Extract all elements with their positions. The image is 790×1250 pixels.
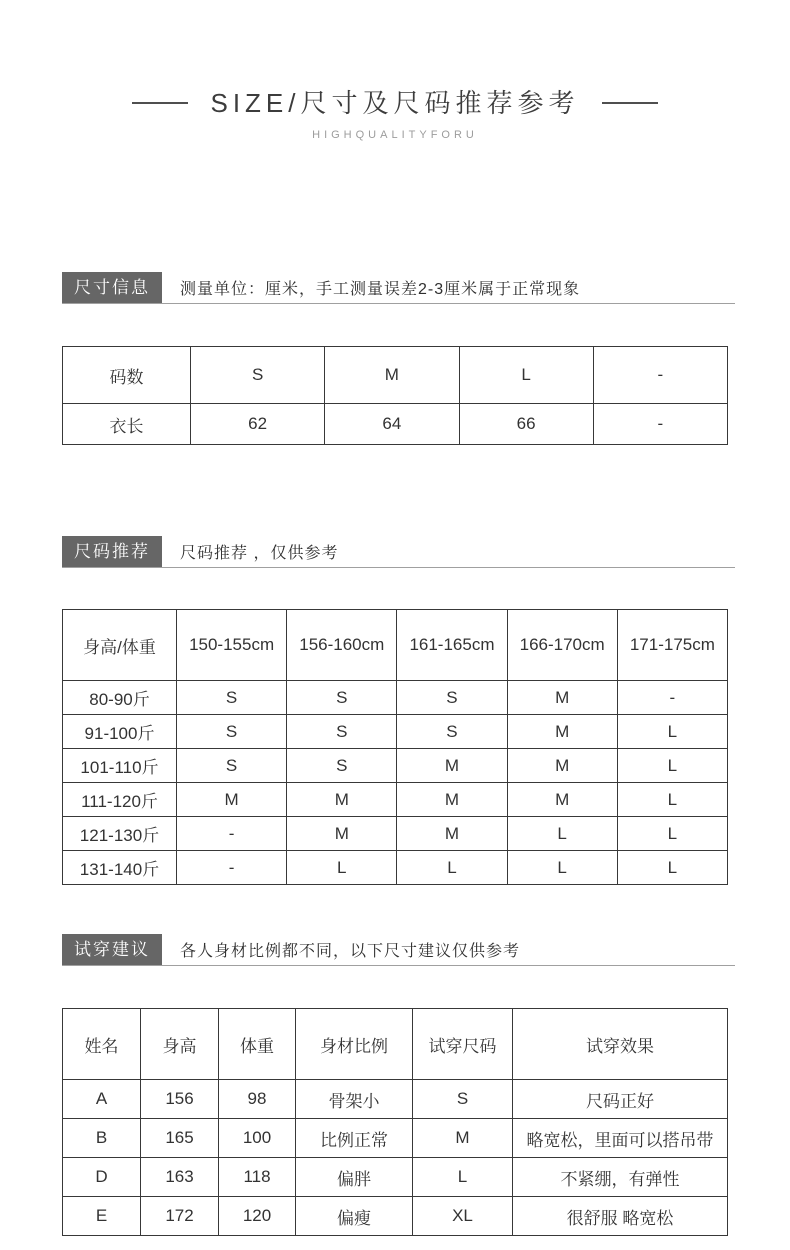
table-cell: - [617, 681, 727, 715]
table-cell: S [397, 681, 507, 715]
table-cell: M [177, 783, 287, 817]
table-cell: L [397, 851, 507, 885]
table-cell: 试穿效果 [513, 1009, 728, 1080]
section-fit-advice-label: 试穿建议 [62, 934, 162, 965]
table-cell: 111-120斤 [63, 783, 177, 817]
table-cell: 100 [219, 1119, 296, 1158]
table-cell: M [397, 749, 507, 783]
table-header-row [63, 1009, 728, 1080]
table-cell: 衣长 [63, 404, 191, 445]
section-size-info-label: 尺寸信息 [62, 272, 162, 303]
table-cell: 156-160cm [287, 610, 397, 681]
table-cell: L [617, 749, 727, 783]
table-cell: 姓名 [63, 1009, 141, 1080]
table-cell: 64 [325, 404, 459, 445]
table-cell: 171-175cm [617, 610, 727, 681]
section-size-info [62, 272, 735, 304]
table-cell: 不紧绷，有弹性 [513, 1158, 728, 1197]
section-size-recommendation [62, 536, 735, 568]
table-cell: L [287, 851, 397, 885]
table-cell: L [459, 347, 593, 404]
table-cell: M [413, 1119, 513, 1158]
table-row [63, 681, 728, 715]
section-size-recommendation-label: 尺码推荐 [62, 536, 162, 567]
table-cell: 身材比例 [296, 1009, 413, 1080]
fit-advice-table [62, 1008, 728, 1236]
table-cell: M [507, 749, 617, 783]
table-row [63, 715, 728, 749]
table-row [63, 1080, 728, 1119]
table-cell: 118 [219, 1158, 296, 1197]
table-cell: S [397, 715, 507, 749]
table-cell: S [287, 681, 397, 715]
table-cell: 骨架小 [296, 1080, 413, 1119]
section-fit-advice [62, 934, 735, 966]
table-cell: M [507, 681, 617, 715]
table-cell: 比例正常 [296, 1119, 413, 1158]
measurement-table [62, 346, 728, 445]
table-cell: 码数 [63, 347, 191, 404]
table-row [63, 783, 728, 817]
table-row [63, 1119, 728, 1158]
table-cell: L [507, 851, 617, 885]
table-cell: 161-165cm [397, 610, 507, 681]
table-cell: D [63, 1158, 141, 1197]
table-cell: 身高/体重 [63, 610, 177, 681]
table-row [63, 851, 728, 885]
table-cell: E [63, 1197, 141, 1236]
table-cell: M [287, 817, 397, 851]
table-row [63, 749, 728, 783]
table-cell: 150-155cm [177, 610, 287, 681]
table-cell: L [507, 817, 617, 851]
table-cell: 80-90斤 [63, 681, 177, 715]
title-dash-left-icon [132, 102, 188, 104]
table-cell: XL [413, 1197, 513, 1236]
table-cell: L [413, 1158, 513, 1197]
table-cell: 166-170cm [507, 610, 617, 681]
table-cell: - [593, 404, 727, 445]
table-cell: S [177, 749, 287, 783]
table-cell: 101-110斤 [63, 749, 177, 783]
section-size-info-note: 测量单位：厘米，手工测量误差2-3厘米属于正常现象 [180, 281, 581, 298]
table-cell: L [617, 817, 727, 851]
table-cell: 98 [219, 1080, 296, 1119]
page-title: SIZE/尺寸及尺码推荐参考 [210, 88, 580, 118]
table-cell: 尺码正好 [513, 1080, 728, 1119]
table-cell: 172 [141, 1197, 219, 1236]
table-cell: S [287, 749, 397, 783]
table-row [63, 817, 728, 851]
table-cell: M [397, 817, 507, 851]
table-cell: M [287, 783, 397, 817]
table-cell: 165 [141, 1119, 219, 1158]
table-cell: - [593, 347, 727, 404]
section-fit-advice-note: 各人身材比例都不同，以下尺寸建议仅供参考 [180, 943, 521, 960]
table-cell: M [325, 347, 459, 404]
table-cell: 身高 [141, 1009, 219, 1080]
table-cell: 91-100斤 [63, 715, 177, 749]
table-cell: 体重 [219, 1009, 296, 1080]
table-header-row [63, 610, 728, 681]
table-cell: 偏瘦 [296, 1197, 413, 1236]
table-cell: S [177, 715, 287, 749]
table-cell: - [177, 817, 287, 851]
table-cell: 66 [459, 404, 593, 445]
table-cell: S [191, 347, 325, 404]
table-cell: 156 [141, 1080, 219, 1119]
table-header-row [63, 347, 728, 404]
table-row [63, 404, 728, 445]
table-cell: 163 [141, 1158, 219, 1197]
table-cell: 略宽松，里面可以搭吊带 [513, 1119, 728, 1158]
table-cell: 62 [191, 404, 325, 445]
page-header [0, 0, 790, 118]
section-size-recommendation-note: 尺码推荐 ，仅供参考 [180, 545, 339, 562]
brand-subtitle: HIGHQUALITYFORU [312, 129, 478, 141]
table-row [63, 1197, 728, 1236]
table-cell: 很舒服 略宽松 [513, 1197, 728, 1236]
table-cell: M [397, 783, 507, 817]
table-cell: L [617, 783, 727, 817]
title-dash-right-icon [602, 102, 658, 104]
table-cell: 偏胖 [296, 1158, 413, 1197]
table-cell: M [507, 715, 617, 749]
table-cell: L [617, 851, 727, 885]
table-cell: 131-140斤 [63, 851, 177, 885]
table-cell: S [413, 1080, 513, 1119]
table-cell: S [287, 715, 397, 749]
table-row [63, 1158, 728, 1197]
table-cell: M [507, 783, 617, 817]
size-recommendation-table [62, 609, 728, 885]
table-cell: S [177, 681, 287, 715]
table-cell: 121-130斤 [63, 817, 177, 851]
table-cell: 120 [219, 1197, 296, 1236]
table-cell: A [63, 1080, 141, 1119]
table-cell: L [617, 715, 727, 749]
table-cell: - [177, 851, 287, 885]
table-cell: 试穿尺码 [413, 1009, 513, 1080]
table-cell: B [63, 1119, 141, 1158]
